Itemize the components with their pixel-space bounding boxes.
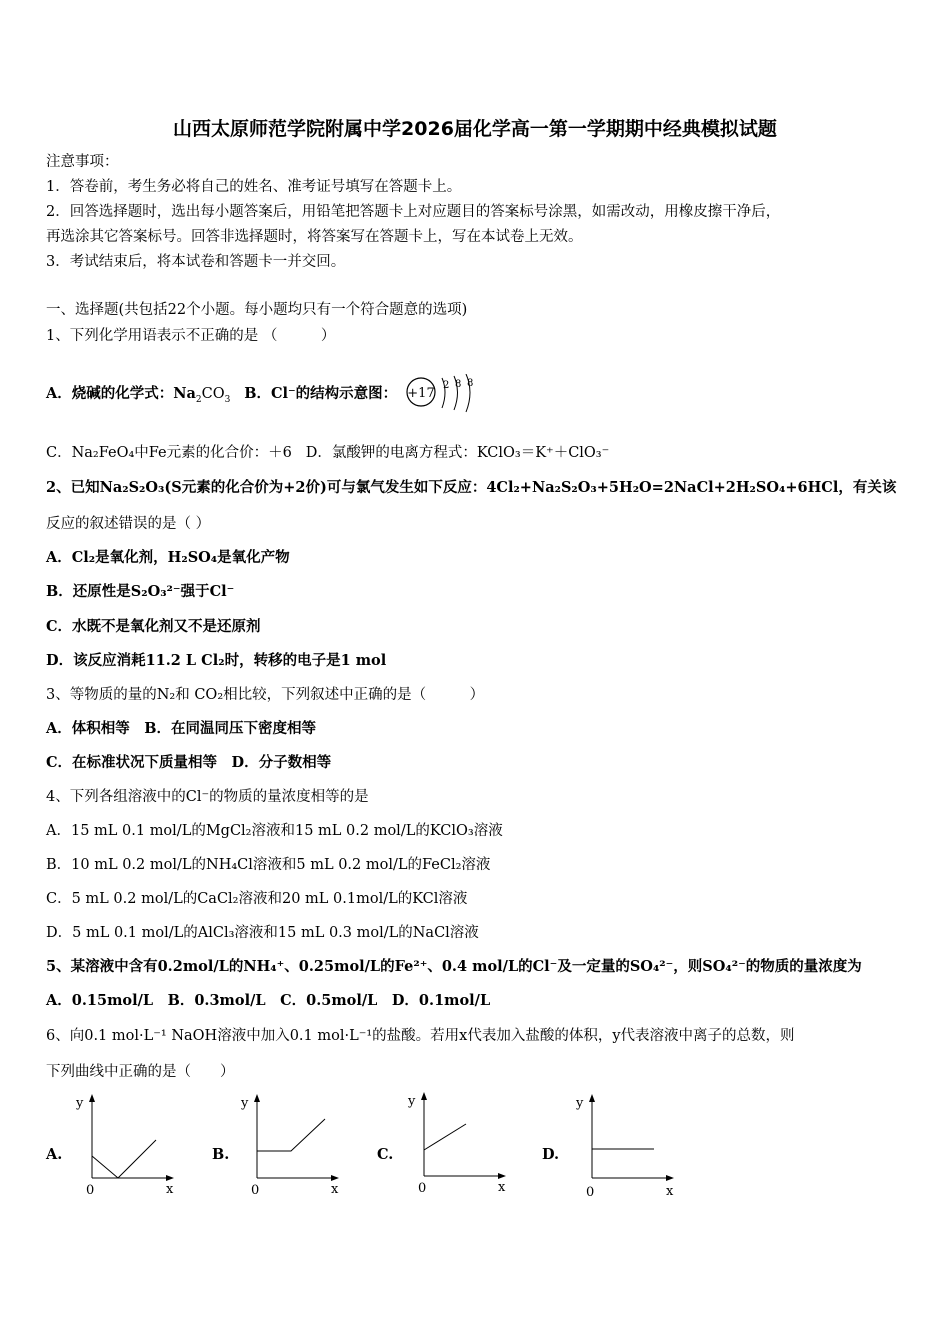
graph-a-x-label: x <box>166 1182 174 1197</box>
page-title: 山西太原师范学院附属中学2026届化学高一第一学期期中经典模拟试题 <box>173 118 777 140</box>
graph-c-origin: 0 <box>418 1181 427 1196</box>
q5-stem: 5、某溶液中含有0.2mol/L的NH₄⁺、0.25mol/L的Fe²⁺、0.4 mol/L的Cl⁻及一定量的SO₄²⁻，则SO₄²⁻的物质的量浓度为 <box>46 958 862 975</box>
graph-a-y-label: y <box>76 1096 84 1111</box>
cl-ion-structure-diagram <box>406 374 478 414</box>
graph-d-origin: 0 <box>586 1185 595 1200</box>
q1-option-d: D．氯酸钾的电离方程式：KClO₃＝K⁺＋ClO₃⁻ <box>305 445 610 461</box>
notice-heading: 注意事项： <box>46 154 119 170</box>
graph-b-origin: 0 <box>251 1183 260 1198</box>
graph-d-y-label: y <box>576 1096 584 1111</box>
q2-option-a: A．Cl₂是氧化剂，H₂SO₄是氧化产物 <box>46 549 290 566</box>
notice-item-2: 2．回答选择题时，选出每小题答案后，用铅笔把答题卡上对应题目的答案标号涂黑，如需改动，用橡皮擦干净后， <box>46 204 781 220</box>
notice-item-2-cont: 再选涂其它答案标号。回答非选择题时，将答案写在答题卡上，写在本试卷上无效。 <box>46 229 583 245</box>
notice-item-3: 3．考试结束后，将本试卷和答题卡一并交回。 <box>46 254 346 270</box>
shell-2-electrons: 8 <box>454 379 462 390</box>
q1-option-c: C．Na₂FeO₄中Fe元素的化合价：＋6 <box>46 445 292 461</box>
q2-option-d: D．该反应消耗11.2 L Cl₂时，转移的电子是1 mol <box>46 652 387 669</box>
graph-a-origin: 0 <box>86 1183 95 1198</box>
graph-b-y-label: y <box>241 1096 249 1111</box>
q4-option-b: B．10 mL 0.2 mol/L的NH₄Cl溶液和5 mL 0.2 mol/L的FeCl₂溶液 <box>46 857 491 873</box>
q3-options-cd: C．在标准状况下质量相等 D．分子数相等 <box>46 754 332 771</box>
q6-stem-line1: 6、向0.1 mol·L⁻¹ NaOH溶液中加入0.1 mol·L⁻¹的盐酸。若用x代表加入盐酸的体积，y代表溶液中离子的总数，则 <box>46 1028 795 1044</box>
graph-c-y-label: y <box>408 1094 416 1109</box>
q4-option-d: D．5 mL 0.1 mol/L的AlCl₃溶液和15 mL 0.3 mol/L的NaCl溶液 <box>46 925 479 941</box>
q1-options-ab <box>46 374 478 414</box>
q2-option-c: C．水既不是氧化剂又不是还原剂 <box>46 618 261 635</box>
q1-stem: 1、下列化学用语表示不正确的是 （ ） <box>46 328 336 344</box>
q6-graph-d <box>570 1092 680 1202</box>
q6-graph-a <box>70 1092 180 1202</box>
q4-stem: 4、下列各组溶液中的Cl⁻的物质的量浓度相等的是 <box>46 789 369 805</box>
q6-graph-b-label: B. <box>212 1146 230 1163</box>
atom-nucleus-label: +17 <box>407 386 435 401</box>
q1-option-a: A．烧碱的化学式：$Na_2CO_3$ <box>46 385 231 405</box>
graph-b-x-label: x <box>331 1182 339 1197</box>
q6-graph-a-label: A. <box>46 1146 63 1163</box>
shell-1-electrons: 2 <box>442 380 450 391</box>
q6-graph-b <box>235 1092 345 1202</box>
q6-stem-line2: 下列曲线中正确的是（ ） <box>46 1064 235 1080</box>
q4-option-c: C．5 mL 0.2 mol/L的CaCl₂溶液和20 mL 0.1mol/L的KCl溶液 <box>46 891 468 907</box>
q2-stem-line2: 反应的叙述错误的是（ ） <box>46 516 211 532</box>
shell-3-electrons: 8 <box>466 378 474 389</box>
notice-item-1: 1．答卷前，考生务必将自己的姓名、准考证号填写在答题卡上。 <box>46 179 462 195</box>
q2-stem-line1: 2、已知Na₂S₂O₃(S元素的化合价为+2价)可与氯气发生如下反应：4Cl₂+Na₂S₂O₃+5H₂O=2NaCl+2H₂SO₄+6HCl，有关该 <box>46 479 897 496</box>
graph-c-x-label: x <box>498 1180 506 1195</box>
q1-option-b: B．Cl⁻的结构示意图： <box>244 385 398 402</box>
q6-graph-c <box>402 1090 512 1200</box>
graph-d-x-label: x <box>666 1184 674 1199</box>
q1-options-cd <box>46 443 609 463</box>
q6-graph-d-label: D. <box>542 1146 560 1163</box>
q5-options: A．0.15mol/L B．0.3mol/L C．0.5mol/L D．0.1mol/L <box>46 992 491 1009</box>
q3-options-ab: A．体积相等 B．在同温同压下密度相等 <box>46 720 317 737</box>
q4-option-a: A．15 mL 0.1 mol/L的MgCl₂溶液和15 mL 0.2 mol/L的KClO₃溶液 <box>46 823 503 839</box>
section-heading: 一、选择题(共包括22个小题。每小题均只有一个符合题意的选项) <box>46 302 468 318</box>
q2-option-b: B．还原性是S₂O₃²⁻强于Cl⁻ <box>46 583 235 600</box>
q3-stem: 3、等物质的量的N₂和 CO₂相比较，下列叙述中正确的是（ ） <box>46 687 485 703</box>
q6-graph-c-label: C. <box>377 1146 394 1163</box>
